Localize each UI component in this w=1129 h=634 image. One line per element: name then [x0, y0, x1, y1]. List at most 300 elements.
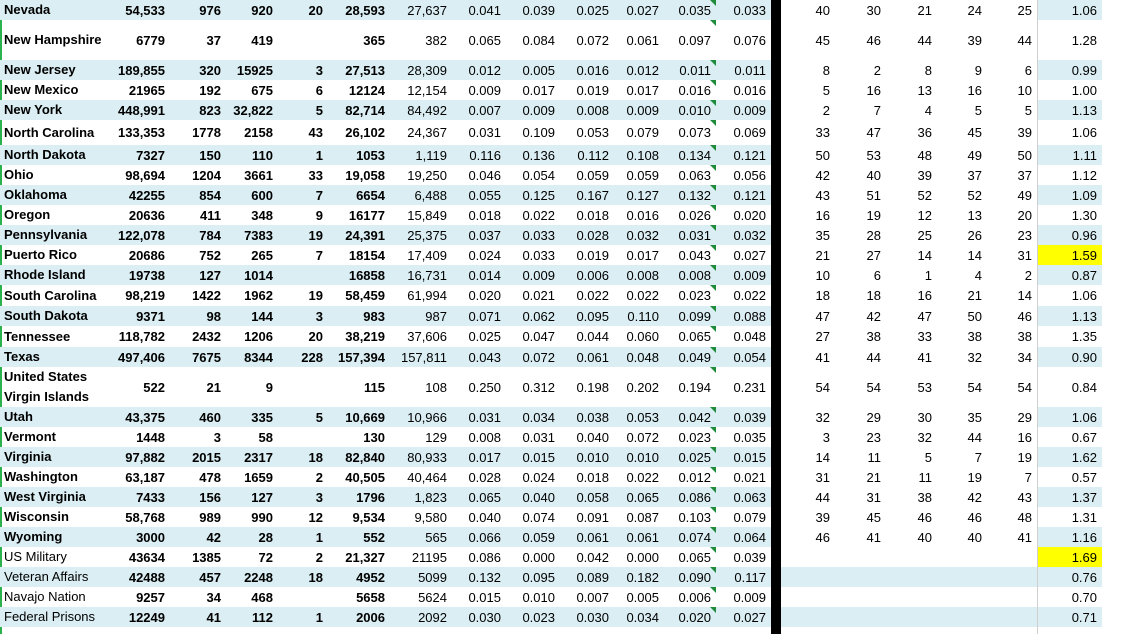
data-cell[interactable]: 18 — [815, 288, 830, 303]
data-cell[interactable]: 0.054 — [716, 347, 771, 367]
data-cell[interactable]: 0.038 — [560, 407, 614, 427]
data-cell[interactable]: 0.031 — [522, 429, 555, 445]
data-cell[interactable]: 18 — [278, 447, 328, 467]
data-cell[interactable]: 0.058 — [560, 487, 614, 507]
data-cell[interactable]: 20636 — [128, 207, 165, 223]
data-cell[interactable]: 2 — [315, 469, 323, 485]
row-label-cell[interactable]: United States Virgin Islands — [4, 369, 90, 404]
data-cell[interactable]: 0.134 — [664, 145, 716, 165]
data-cell[interactable]: 4 — [924, 102, 932, 118]
data-cell[interactable]: 21 — [866, 469, 881, 485]
data-cell[interactable]: 144 — [226, 306, 278, 326]
data-cell[interactable]: 23 — [1017, 227, 1032, 243]
data-cell[interactable]: 600 — [226, 185, 278, 205]
data-cell[interactable]: 97,882 — [118, 447, 170, 467]
data-cell[interactable]: 38 — [866, 329, 881, 344]
data-cell[interactable]: 0.064 — [716, 527, 771, 547]
data-cell[interactable]: 0.054 — [522, 167, 555, 183]
data-cell[interactable]: 37 — [967, 167, 982, 183]
ratio-cell[interactable]: 1.28 — [1071, 32, 1097, 48]
data-cell[interactable]: 32,822 — [226, 100, 278, 120]
data-cell[interactable]: 0.059 — [626, 167, 659, 183]
data-cell[interactable]: 0.049 — [664, 347, 716, 367]
data-cell[interactable] — [835, 547, 886, 567]
data-cell[interactable]: 33 — [308, 167, 323, 183]
data-cell[interactable]: 2006 — [328, 607, 390, 627]
data-cell[interactable]: 3661 — [244, 167, 273, 183]
data-cell[interactable]: 16 — [1017, 429, 1032, 445]
data-cell[interactable]: 39 — [1017, 125, 1032, 140]
data-cell[interactable]: 35 — [967, 409, 982, 425]
data-cell[interactable]: 7 — [873, 102, 881, 118]
data-cell[interactable]: 42 — [815, 167, 830, 183]
data-cell[interactable]: 98 — [170, 306, 226, 326]
data-cell[interactable]: 0.095 — [560, 306, 614, 326]
data-cell[interactable]: 20 — [308, 329, 323, 344]
data-cell[interactable]: 48 — [917, 147, 932, 163]
data-cell[interactable]: 0.009 — [506, 265, 560, 285]
data-cell[interactable]: 3 — [213, 429, 221, 445]
data-cell[interactable]: 46 — [815, 529, 830, 545]
data-cell[interactable]: 0.016 — [626, 207, 659, 223]
data-cell[interactable]: 98,219 — [125, 288, 165, 303]
data-cell[interactable] — [987, 567, 1037, 587]
data-cell[interactable]: 0.136 — [506, 145, 560, 165]
data-cell[interactable]: 0.033 — [506, 225, 560, 245]
data-cell[interactable]: 9 — [974, 62, 982, 78]
data-cell[interactable]: 4952 — [328, 567, 390, 587]
data-cell[interactable]: 348 — [251, 207, 273, 223]
data-cell[interactable]: 28,593 — [328, 0, 390, 20]
data-cell[interactable]: 0.014 — [452, 265, 506, 285]
data-cell[interactable]: 1,119 — [390, 145, 452, 165]
row-label-cell[interactable]: Pennsylvania — [0, 225, 118, 245]
data-cell[interactable]: 0.079 — [733, 509, 766, 525]
data-cell[interactable]: 53 — [917, 379, 932, 395]
data-cell[interactable]: 0.048 — [614, 347, 664, 367]
data-cell[interactable]: 0.015 — [468, 589, 501, 605]
data-cell[interactable]: 46 — [917, 509, 932, 525]
data-cell[interactable]: 28 — [226, 527, 278, 547]
data-cell[interactable]: 16177 — [348, 207, 385, 223]
data-cell[interactable]: 0.012 — [664, 467, 716, 487]
data-cell[interactable] — [886, 607, 937, 627]
row-label-cell[interactable]: Navajo Nation — [4, 589, 86, 604]
row-label-cell[interactable]: New York — [0, 100, 118, 120]
data-cell[interactable]: 0.023 — [506, 607, 560, 627]
data-cell[interactable]: 0.084 — [522, 32, 555, 48]
data-cell[interactable]: 1 — [278, 145, 328, 165]
data-cell[interactable]: 5 — [278, 100, 328, 120]
data-cell[interactable]: 2 — [1024, 267, 1032, 283]
data-cell[interactable]: 0.008 — [614, 265, 664, 285]
data-cell[interactable]: 157,811 — [390, 347, 452, 367]
data-cell[interactable]: 9 — [315, 207, 323, 223]
data-cell[interactable] — [278, 587, 328, 607]
data-cell[interactable]: 12,154 — [407, 82, 447, 98]
data-cell[interactable]: 45 — [866, 509, 881, 525]
data-cell[interactable]: 19 — [278, 225, 328, 245]
data-cell[interactable]: 41 — [866, 529, 881, 545]
row-label-cell[interactable]: Vermont — [4, 429, 57, 444]
data-cell[interactable]: 110 — [226, 145, 278, 165]
data-cell[interactable]: 0.025 — [560, 0, 614, 20]
data-cell[interactable]: 9257 — [136, 589, 165, 605]
data-cell[interactable]: 45 — [967, 125, 982, 140]
data-cell[interactable] — [937, 547, 987, 567]
data-cell[interactable]: 457 — [170, 567, 226, 587]
data-cell[interactable]: 0.087 — [626, 509, 659, 525]
data-cell[interactable]: 20 — [1017, 207, 1032, 223]
data-cell[interactable]: 1014 — [226, 265, 278, 285]
data-cell[interactable]: 522 — [143, 379, 165, 395]
data-cell[interactable]: 0.095 — [506, 567, 560, 587]
data-cell[interactable]: 46 — [866, 32, 881, 48]
data-cell[interactable]: 8344 — [226, 347, 278, 367]
data-cell[interactable]: 1778 — [192, 125, 221, 140]
data-cell[interactable]: 21 — [815, 247, 830, 263]
data-cell[interactable]: 0.043 — [664, 245, 716, 265]
data-cell[interactable]: 0.017 — [522, 82, 555, 98]
data-cell[interactable]: 2 — [873, 62, 881, 78]
data-cell[interactable]: 5 — [1024, 102, 1032, 118]
data-cell[interactable]: 0.042 — [576, 549, 609, 565]
data-cell[interactable]: 0.061 — [626, 32, 659, 48]
data-cell[interactable] — [937, 587, 987, 607]
data-cell[interactable]: 7 — [1024, 469, 1032, 485]
data-cell[interactable]: 989 — [199, 509, 221, 525]
data-cell[interactable]: 0.040 — [576, 429, 609, 445]
ratio-cell[interactable]: 1.37 — [1037, 487, 1102, 507]
data-cell[interactable]: 0.000 — [626, 549, 659, 565]
row-label-cell[interactable]: Veteran Affairs — [0, 567, 118, 587]
data-cell[interactable]: 0.010 — [560, 447, 614, 467]
data-cell[interactable]: 448,991 — [118, 100, 170, 120]
data-cell[interactable]: 54,533 — [118, 0, 170, 20]
row-label-cell[interactable]: North Dakota — [0, 145, 118, 165]
data-cell[interactable]: 0.009 — [716, 100, 771, 120]
data-cell[interactable]: 157,394 — [328, 347, 390, 367]
data-cell[interactable]: 0.079 — [626, 125, 659, 140]
data-cell[interactable]: 18154 — [348, 247, 385, 263]
data-cell[interactable]: 33 — [815, 125, 830, 140]
row-label-cell[interactable]: North Carolina — [4, 124, 95, 140]
data-cell[interactable]: 1422 — [192, 288, 221, 303]
data-cell[interactable]: 2015 — [170, 447, 226, 467]
data-cell[interactable]: 38 — [1017, 329, 1032, 344]
data-cell[interactable]: 98,694 — [125, 167, 165, 183]
data-cell[interactable]: 0.061 — [560, 347, 614, 367]
data-cell[interactable]: 0.011 — [716, 60, 771, 80]
data-cell[interactable]: 0.015 — [506, 447, 560, 467]
data-cell[interactable]: 19,250 — [407, 167, 447, 183]
data-cell[interactable] — [886, 587, 937, 607]
data-cell[interactable]: 42 — [967, 489, 982, 505]
data-cell[interactable]: 0.027 — [614, 0, 664, 20]
row-label-cell[interactable]: Puerto Rico — [4, 247, 77, 262]
data-cell[interactable]: 5 — [974, 102, 982, 118]
data-cell[interactable]: 0.007 — [576, 589, 609, 605]
data-cell[interactable]: 0.008 — [560, 100, 614, 120]
data-cell[interactable]: 0.061 — [614, 527, 664, 547]
data-cell[interactable]: 0.046 — [468, 167, 501, 183]
data-cell[interactable]: 13 — [917, 82, 932, 98]
data-cell[interactable]: 32 — [815, 409, 830, 425]
data-cell[interactable]: 50 — [1017, 147, 1032, 163]
data-cell[interactable]: 0.031 — [452, 407, 506, 427]
data-cell[interactable]: 44 — [1017, 32, 1032, 48]
ratio-cell[interactable]: 0.84 — [1071, 379, 1097, 395]
data-cell[interactable] — [781, 547, 835, 567]
data-cell[interactable]: 6654 — [328, 185, 390, 205]
data-cell[interactable]: 30 — [866, 2, 881, 18]
data-cell[interactable]: 0.009 — [716, 265, 771, 285]
data-cell[interactable]: 0.056 — [733, 167, 766, 183]
data-cell[interactable]: 47 — [866, 125, 881, 140]
data-cell[interactable]: 38 — [967, 329, 982, 344]
data-cell[interactable]: 37 — [206, 32, 221, 48]
data-cell[interactable] — [278, 427, 328, 447]
data-cell[interactable]: 0.039 — [733, 549, 766, 565]
data-cell[interactable]: 3 — [278, 60, 328, 80]
data-cell[interactable]: 0.010 — [522, 589, 555, 605]
data-cell[interactable]: 0.033 — [716, 0, 771, 20]
data-cell[interactable]: 0.076 — [733, 32, 766, 48]
data-cell[interactable]: 0.074 — [522, 509, 555, 525]
data-cell[interactable]: 48 — [1017, 509, 1032, 525]
data-cell[interactable]: 3 — [278, 487, 328, 507]
data-cell[interactable] — [987, 607, 1037, 627]
data-cell[interactable]: 9 — [265, 379, 273, 395]
data-cell[interactable]: 2248 — [226, 567, 278, 587]
data-cell[interactable]: 6 — [1024, 62, 1032, 78]
ratio-cell[interactable]: 0.70 — [1071, 589, 1097, 605]
data-cell[interactable]: 976 — [170, 0, 226, 20]
data-cell[interactable]: 0.018 — [468, 207, 501, 223]
data-cell[interactable]: 42 — [866, 308, 881, 324]
data-cell[interactable] — [278, 265, 328, 285]
data-cell[interactable]: 0.031 — [468, 125, 501, 140]
data-cell[interactable]: 43634 — [128, 549, 165, 565]
data-cell[interactable]: 228 — [278, 347, 328, 367]
data-cell[interactable]: 0.018 — [576, 469, 609, 485]
data-cell[interactable]: 118,782 — [118, 329, 165, 344]
data-cell[interactable]: 0.055 — [452, 185, 506, 205]
data-cell[interactable]: 7 — [974, 449, 982, 465]
data-cell[interactable]: 54 — [866, 379, 881, 395]
data-cell[interactable] — [987, 587, 1037, 607]
row-label-cell[interactable]: Washington — [4, 469, 78, 484]
row-label-cell[interactable]: Oklahoma — [0, 185, 118, 205]
data-cell[interactable]: 40,464 — [407, 469, 447, 485]
data-cell[interactable]: 0.020 — [733, 207, 766, 223]
data-cell[interactable]: 0.048 — [733, 329, 766, 344]
row-label-cell[interactable]: Nevada — [0, 0, 118, 20]
row-label-cell[interactable]: Federal Prisons — [0, 607, 118, 627]
data-cell[interactable]: 26,102 — [345, 125, 385, 140]
data-cell[interactable]: 0.074 — [664, 527, 716, 547]
data-cell[interactable]: 0.000 — [522, 549, 555, 565]
data-cell[interactable]: 49 — [967, 147, 982, 163]
data-cell[interactable]: 44 — [815, 489, 830, 505]
data-cell[interactable]: 0.125 — [506, 185, 560, 205]
row-label-cell[interactable]: US Military — [4, 549, 67, 564]
data-cell[interactable]: 43 — [1017, 489, 1032, 505]
data-cell[interactable]: 0.033 — [522, 247, 555, 263]
data-cell[interactable]: 987 — [390, 306, 452, 326]
data-cell[interactable]: 0.182 — [614, 567, 664, 587]
data-cell[interactable]: 28 — [866, 227, 881, 243]
data-cell[interactable]: 127 — [170, 265, 226, 285]
data-cell[interactable]: 41 — [1017, 529, 1032, 545]
data-cell[interactable]: 30 — [917, 409, 932, 425]
data-cell[interactable]: 0.022 — [733, 288, 766, 303]
ratio-cell[interactable]: 1.59 — [1037, 245, 1102, 265]
row-label-cell[interactable]: Utah — [0, 407, 118, 427]
ratio-cell[interactable]: 1.11 — [1037, 145, 1102, 165]
data-cell[interactable]: 752 — [199, 247, 221, 263]
data-cell[interactable]: 40 — [967, 529, 982, 545]
data-cell[interactable]: 0.202 — [626, 379, 659, 395]
data-cell[interactable]: 0.017 — [626, 82, 659, 98]
data-cell[interactable]: 1659 — [244, 469, 273, 485]
data-cell[interactable]: 72 — [258, 549, 273, 565]
ratio-cell[interactable]: 1.12 — [1071, 167, 1097, 183]
data-cell[interactable]: 0.034 — [506, 407, 560, 427]
data-cell[interactable]: 990 — [251, 509, 273, 525]
data-cell[interactable]: 0.071 — [452, 306, 506, 326]
data-cell[interactable]: 0.017 — [452, 447, 506, 467]
data-cell[interactable]: 0.091 — [576, 509, 609, 525]
data-cell[interactable]: 0.072 — [576, 32, 609, 48]
data-cell[interactable]: 5099 — [390, 567, 452, 587]
data-cell[interactable]: 0.086 — [664, 487, 716, 507]
data-cell[interactable]: 2 — [315, 549, 323, 565]
data-cell[interactable]: 0.032 — [614, 225, 664, 245]
data-cell[interactable]: 0.009 — [614, 100, 664, 120]
data-cell[interactable]: 46 — [1017, 308, 1032, 324]
row-label-cell[interactable]: West Virginia — [0, 487, 118, 507]
data-cell[interactable]: 0.025 — [664, 447, 716, 467]
data-cell[interactable]: 0.012 — [452, 60, 506, 80]
ratio-cell[interactable]: 1.16 — [1037, 527, 1102, 547]
data-cell[interactable]: 0.121 — [716, 185, 771, 205]
data-cell[interactable]: 0.090 — [664, 567, 716, 587]
data-cell[interactable]: 0.035 — [664, 0, 716, 20]
ratio-cell[interactable]: 0.71 — [1037, 607, 1102, 627]
data-cell[interactable]: 0.121 — [716, 145, 771, 165]
data-cell[interactable]: 0.066 — [452, 527, 506, 547]
data-cell[interactable]: 1796 — [328, 487, 390, 507]
data-cell[interactable]: 50 — [967, 308, 982, 324]
data-cell[interactable]: 0.023 — [664, 427, 716, 447]
data-cell[interactable]: 41 — [815, 349, 830, 365]
data-cell[interactable]: 0.097 — [664, 20, 716, 60]
data-cell[interactable]: 24,391 — [328, 225, 390, 245]
data-cell[interactable]: 12 — [308, 509, 323, 525]
data-cell[interactable]: 0.017 — [626, 247, 659, 263]
data-cell[interactable]: 47 — [815, 308, 830, 324]
data-cell[interactable]: 12124 — [348, 82, 385, 98]
data-cell[interactable]: 0.061 — [560, 527, 614, 547]
data-cell[interactable]: 0.035 — [733, 429, 766, 445]
data-cell[interactable]: 44 — [866, 349, 881, 365]
data-cell[interactable]: 0.044 — [576, 329, 609, 344]
data-cell[interactable]: 16858 — [328, 265, 390, 285]
data-cell[interactable]: 0.037 — [452, 225, 506, 245]
data-cell[interactable] — [781, 587, 835, 607]
data-cell[interactable]: 0.065 — [664, 326, 716, 347]
data-cell[interactable]: 43,375 — [118, 407, 170, 427]
data-cell[interactable]: 54 — [967, 379, 982, 395]
data-cell[interactable]: 320 — [170, 60, 226, 80]
ratio-cell[interactable]: 0.90 — [1037, 347, 1102, 367]
data-cell[interactable]: 12 — [917, 207, 932, 223]
data-cell[interactable]: 45 — [815, 32, 830, 48]
data-cell[interactable]: 0.007 — [452, 100, 506, 120]
data-cell[interactable]: 1 — [278, 527, 328, 547]
data-cell[interactable]: 2432 — [192, 329, 221, 344]
row-label-cell[interactable]: Oregon — [4, 207, 51, 222]
data-cell[interactable]: 58,768 — [125, 509, 165, 525]
data-cell[interactable]: 0.103 — [664, 507, 716, 527]
ratio-cell[interactable]: 1.31 — [1071, 509, 1097, 525]
data-cell[interactable]: 4 — [974, 267, 982, 283]
ratio-cell[interactable]: 1.62 — [1037, 447, 1102, 467]
data-cell[interactable]: 0.198 — [576, 379, 609, 395]
data-cell[interactable]: 0.065 — [468, 32, 501, 48]
data-cell[interactable]: 54 — [815, 379, 830, 395]
data-cell[interactable]: 46 — [967, 509, 982, 525]
data-cell[interactable]: 0.016 — [664, 80, 716, 100]
data-cell[interactable]: 1053 — [328, 145, 390, 165]
data-cell[interactable]: 54 — [1017, 379, 1032, 395]
data-cell[interactable]: 0.069 — [733, 125, 766, 140]
data-cell[interactable]: 335 — [226, 407, 278, 427]
data-cell[interactable]: 0.027 — [716, 607, 771, 627]
data-cell[interactable]: 0.022 — [522, 207, 555, 223]
ratio-cell[interactable]: 1.30 — [1071, 207, 1097, 223]
data-cell[interactable]: 0.019 — [576, 82, 609, 98]
data-cell[interactable]: 37,606 — [407, 329, 447, 344]
data-cell[interactable]: 16,731 — [390, 265, 452, 285]
data-cell[interactable]: 5624 — [418, 589, 447, 605]
ratio-cell[interactable]: 1.06 — [1071, 125, 1097, 140]
data-cell[interactable]: 9371 — [118, 306, 170, 326]
data-cell[interactable]: 3 — [822, 429, 830, 445]
ratio-cell[interactable]: 1.06 — [1037, 0, 1102, 20]
ratio-cell[interactable]: 0.57 — [1071, 469, 1097, 485]
data-cell[interactable]: 42255 — [118, 185, 170, 205]
data-cell[interactable]: 1448 — [136, 429, 165, 445]
data-cell[interactable]: 0.231 — [733, 379, 766, 395]
data-cell[interactable]: 7 — [315, 247, 323, 263]
data-cell[interactable]: 0.039 — [716, 407, 771, 427]
data-cell[interactable]: 0.072 — [626, 429, 659, 445]
data-cell[interactable]: 150 — [170, 145, 226, 165]
data-cell[interactable]: 0.008 — [468, 429, 501, 445]
data-cell[interactable]: 419 — [251, 32, 273, 48]
data-cell[interactable]: 0.031 — [664, 225, 716, 245]
data-cell[interactable]: 0.132 — [452, 567, 506, 587]
data-cell[interactable]: 14 — [917, 247, 932, 263]
data-cell[interactable]: 63,187 — [125, 469, 165, 485]
data-cell[interactable]: 40 — [815, 2, 830, 18]
data-cell[interactable]: 7 — [278, 185, 328, 205]
data-cell[interactable]: 43 — [308, 125, 323, 140]
row-label-cell[interactable]: New Mexico — [4, 82, 79, 97]
data-cell[interactable]: 565 — [390, 527, 452, 547]
